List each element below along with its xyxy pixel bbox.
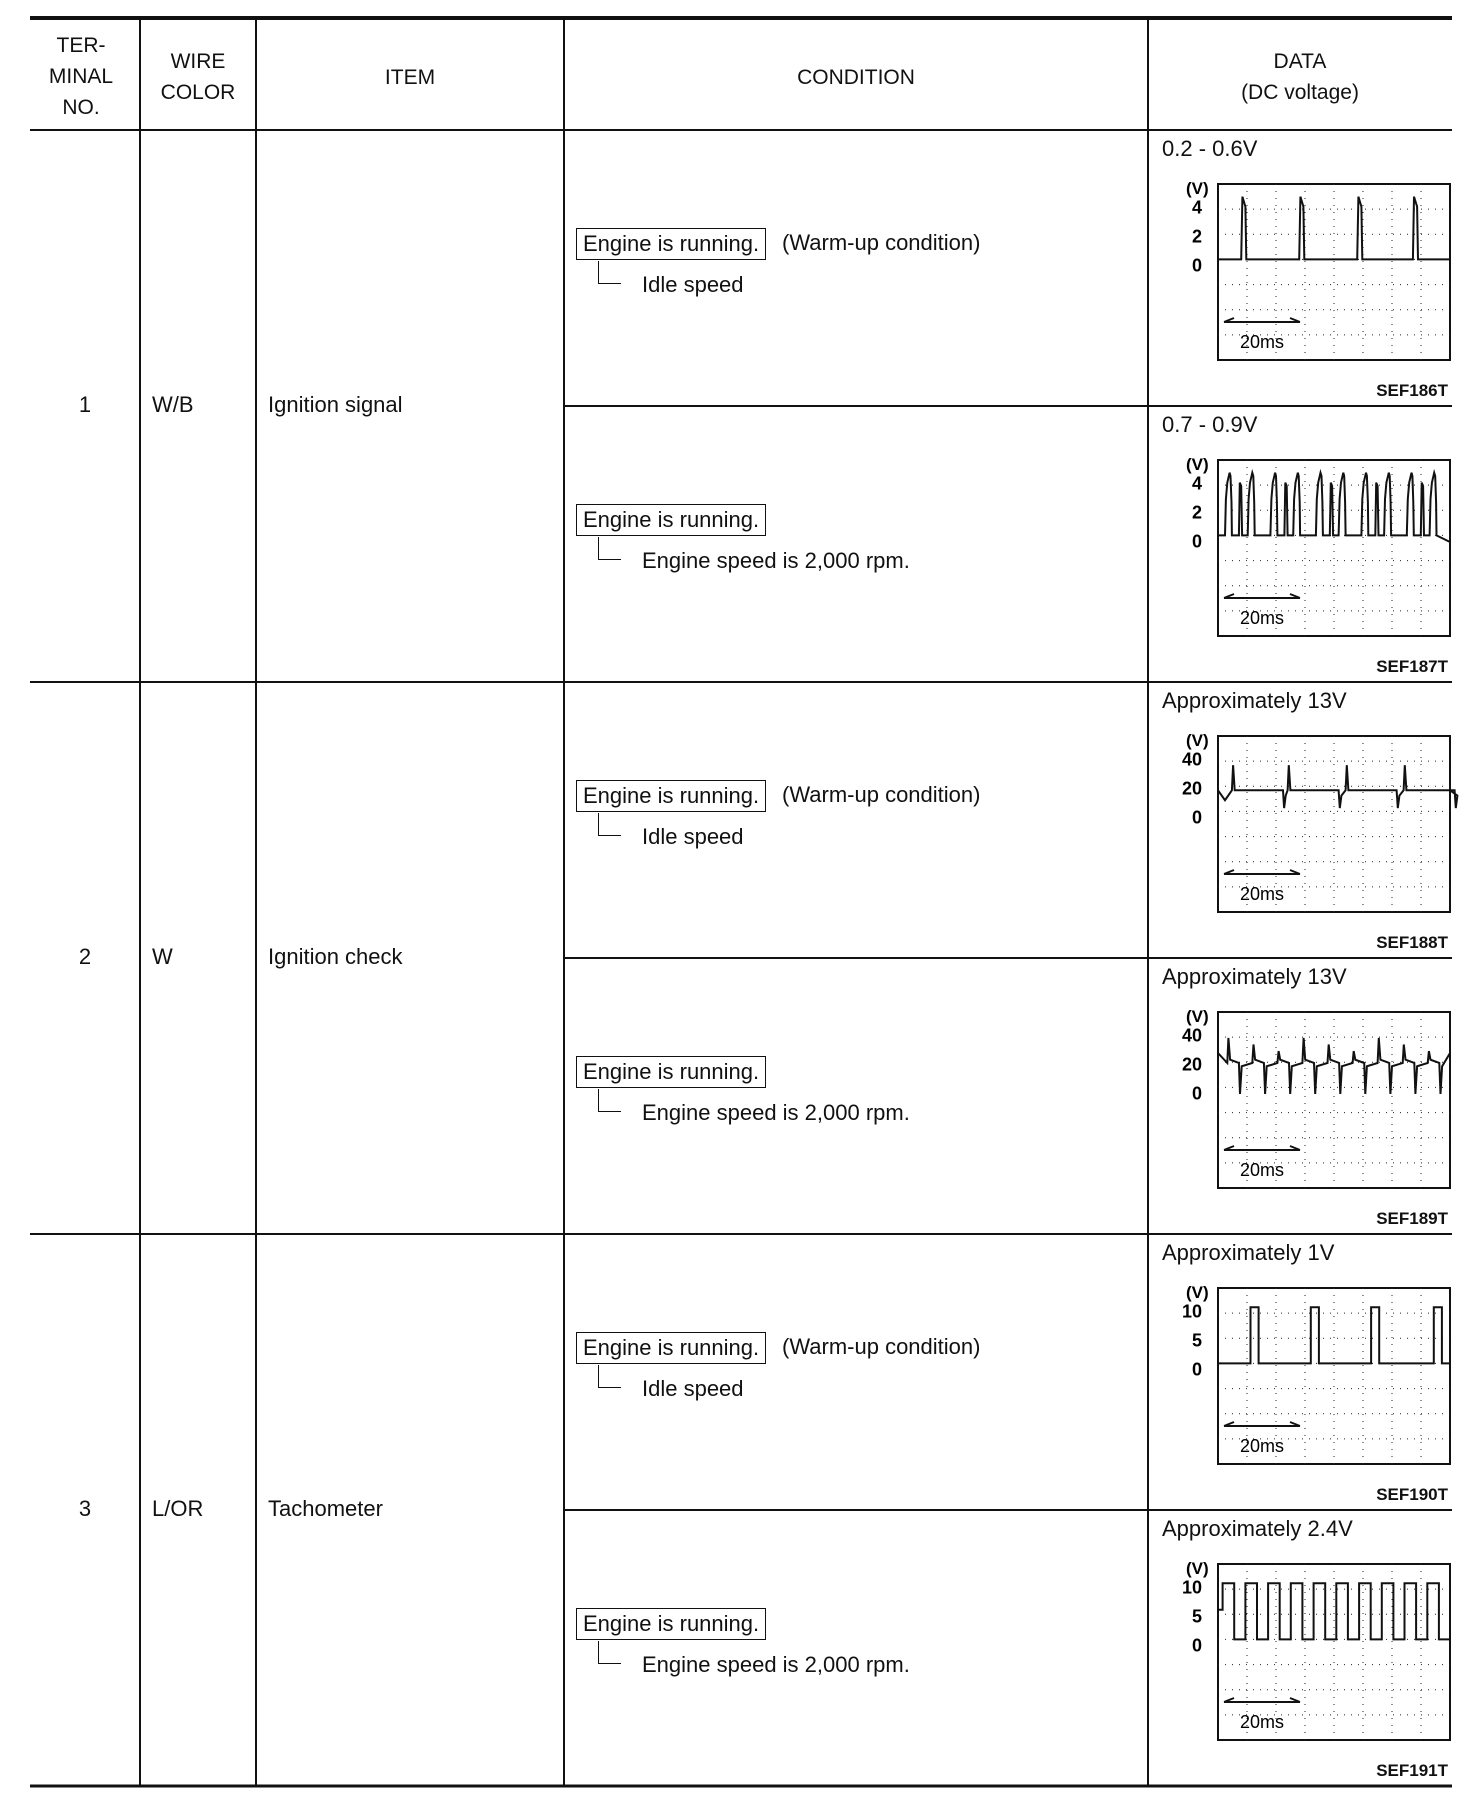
data-cell: [1148, 958, 1452, 1234]
scope-trace: [1218, 197, 1450, 260]
condition-cell: [564, 958, 1148, 1234]
data-value: Approximately 2.4V: [1162, 1516, 1353, 1541]
oscilloscope-chart: [1160, 716, 1460, 931]
condition-cell: [564, 406, 1148, 682]
scope-tick-label: 20: [1181, 1054, 1202, 1075]
condition-branch-line: [598, 1365, 621, 1388]
condition-branch-line: [598, 1641, 621, 1664]
time-span-arrow: [1224, 1146, 1300, 1150]
condition-cell: [564, 130, 1148, 406]
condition-branch-line: [598, 1089, 621, 1112]
condition-cell: [564, 1510, 1148, 1786]
data-cell: [1148, 1510, 1452, 1786]
condition-box: Engine is running.: [576, 504, 766, 536]
header-item: ITEM: [384, 66, 436, 89]
time-division-label: 20ms: [1240, 332, 1285, 352]
scope-tick-label: 40: [1181, 749, 1202, 770]
oscilloscope-chart: [1160, 1544, 1460, 1759]
scope-trace: [1218, 1583, 1450, 1639]
time-division-label: 20ms: [1240, 884, 1285, 904]
condition-branch-line: [598, 261, 621, 284]
item-name: Ignition signal: [268, 392, 403, 417]
condition-sub: Idle speed: [642, 1376, 744, 1401]
scope-tick-label: 4: [1191, 197, 1202, 218]
condition-sub: Engine speed is 2,000 rpm.: [642, 548, 910, 573]
header-data: [1148, 46, 1452, 108]
scope-unit-label: (V): [1186, 179, 1209, 198]
oscilloscope-chart: [1160, 164, 1460, 379]
oscilloscope-waveform: [1160, 440, 1460, 655]
oscilloscope-waveform: [1160, 164, 1460, 379]
time-division-label: 20ms: [1240, 1712, 1285, 1732]
wire-color: W: [152, 944, 173, 969]
data-value: Approximately 13V: [1162, 688, 1347, 713]
condition-sub: Engine speed is 2,000 rpm.: [642, 1652, 910, 1677]
condition-box: Engine is running.: [576, 780, 766, 812]
wire-color: W/B: [152, 392, 194, 417]
scope-trace: [1218, 1038, 1450, 1094]
scope-tick-label: 5: [1191, 1330, 1202, 1351]
data-value: 0.2 - 0.6V: [1162, 136, 1258, 161]
oscilloscope-waveform: [1160, 1268, 1460, 1483]
condition-note: (Warm-up condition): [782, 1334, 981, 1359]
condition-box: Engine is running.: [576, 1056, 766, 1088]
time-span-arrow: [1224, 594, 1300, 598]
item-name: Tachometer: [268, 1496, 383, 1521]
condition-box: Engine is running.: [576, 1608, 766, 1640]
terminal-number: 1: [78, 392, 92, 417]
time-division-label: 20ms: [1240, 1436, 1285, 1456]
scope-tick-label: 0: [1191, 255, 1202, 276]
oscilloscope-waveform: [1160, 1544, 1460, 1759]
condition-box: Engine is running.: [576, 228, 766, 260]
header-data-line-2: (DC voltage): [1241, 81, 1359, 104]
scope-unit-label: (V): [1186, 1559, 1209, 1578]
time-span-arrow: [1224, 870, 1300, 874]
header-condition: CONDITION: [797, 66, 915, 89]
data-cell: [1148, 130, 1452, 406]
scope-tick-label: 20: [1181, 778, 1202, 799]
data-cell: [1148, 1234, 1452, 1510]
condition-note: (Warm-up condition): [782, 230, 981, 255]
scope-tick-label: 4: [1191, 473, 1202, 494]
scope-tick-label: 0: [1191, 807, 1202, 828]
terminal-number: 3: [78, 1496, 92, 1521]
scope-unit-label: (V): [1186, 731, 1209, 750]
figure-code: SEF186T: [1376, 381, 1448, 400]
header-wire-line-1: WIRE: [170, 50, 226, 73]
wire-color: L/OR: [152, 1496, 204, 1521]
time-span-arrow: [1224, 318, 1300, 322]
scope-tick-label: 0: [1191, 1635, 1202, 1656]
oscilloscope-chart: [1160, 1268, 1460, 1483]
header-data-line-1: DATA: [1273, 50, 1327, 73]
header-terminal-line-2: MINAL: [48, 65, 114, 88]
scope-tick-label: 10: [1181, 1301, 1202, 1322]
scope-tick-label: 2: [1191, 226, 1202, 247]
scope-tick-label: 5: [1191, 1606, 1202, 1627]
scope-tick-label: 10: [1181, 1577, 1202, 1598]
scope-tick-label: 0: [1191, 1359, 1202, 1380]
condition-note: (Warm-up condition): [782, 782, 981, 807]
condition-branch-line: [598, 813, 621, 836]
header-terminal-line-1: TER-: [56, 34, 106, 57]
data-cell: [1148, 406, 1452, 682]
scope-tick-label: 0: [1191, 531, 1202, 552]
scope-unit-label: (V): [1186, 1007, 1209, 1026]
figure-code: SEF189T: [1376, 1209, 1448, 1228]
figure-code: SEF187T: [1376, 657, 1448, 676]
scope-tick-label: 2: [1191, 502, 1202, 523]
oscilloscope-waveform: [1160, 716, 1460, 931]
condition-sub: Engine speed is 2,000 rpm.: [642, 1100, 910, 1125]
data-value: 0.7 - 0.9V: [1162, 412, 1258, 437]
data-cell: [1148, 682, 1452, 958]
header-terminal-line-3: NO.: [62, 96, 100, 119]
header-terminal-no: [22, 30, 140, 123]
scope-unit-label: (V): [1186, 1283, 1209, 1302]
oscilloscope-waveform: [1160, 992, 1460, 1207]
time-division-label: 20ms: [1240, 1160, 1285, 1180]
figure-code: SEF190T: [1376, 1485, 1448, 1504]
condition-sub: Idle speed: [642, 272, 744, 297]
header-wire-line-2: COLOR: [160, 81, 236, 104]
scope-trace: [1218, 473, 1450, 542]
oscilloscope-chart: [1160, 440, 1460, 655]
scope-trace: [1218, 1307, 1450, 1363]
item-name: Ignition check: [268, 944, 403, 969]
data-value: Approximately 13V: [1162, 964, 1347, 989]
data-value: Approximately 1V: [1162, 1240, 1335, 1265]
condition-cell: [564, 682, 1148, 958]
figure-code: SEF188T: [1376, 933, 1448, 952]
time-division-label: 20ms: [1240, 608, 1285, 628]
condition-box: Engine is running.: [576, 1332, 766, 1364]
figure-code: SEF191T: [1376, 1761, 1448, 1780]
scope-tick-label: 40: [1181, 1025, 1202, 1046]
scope-tick-label: 0: [1191, 1083, 1202, 1104]
oscilloscope-chart: [1160, 992, 1460, 1207]
time-span-arrow: [1224, 1422, 1300, 1426]
header-wire-color: [140, 46, 256, 108]
terminal-number: 2: [78, 944, 92, 969]
condition-cell: [564, 1234, 1148, 1510]
condition-sub: Idle speed: [642, 824, 744, 849]
scope-unit-label: (V): [1186, 455, 1209, 474]
time-span-arrow: [1224, 1698, 1300, 1702]
condition-branch-line: [598, 537, 621, 560]
